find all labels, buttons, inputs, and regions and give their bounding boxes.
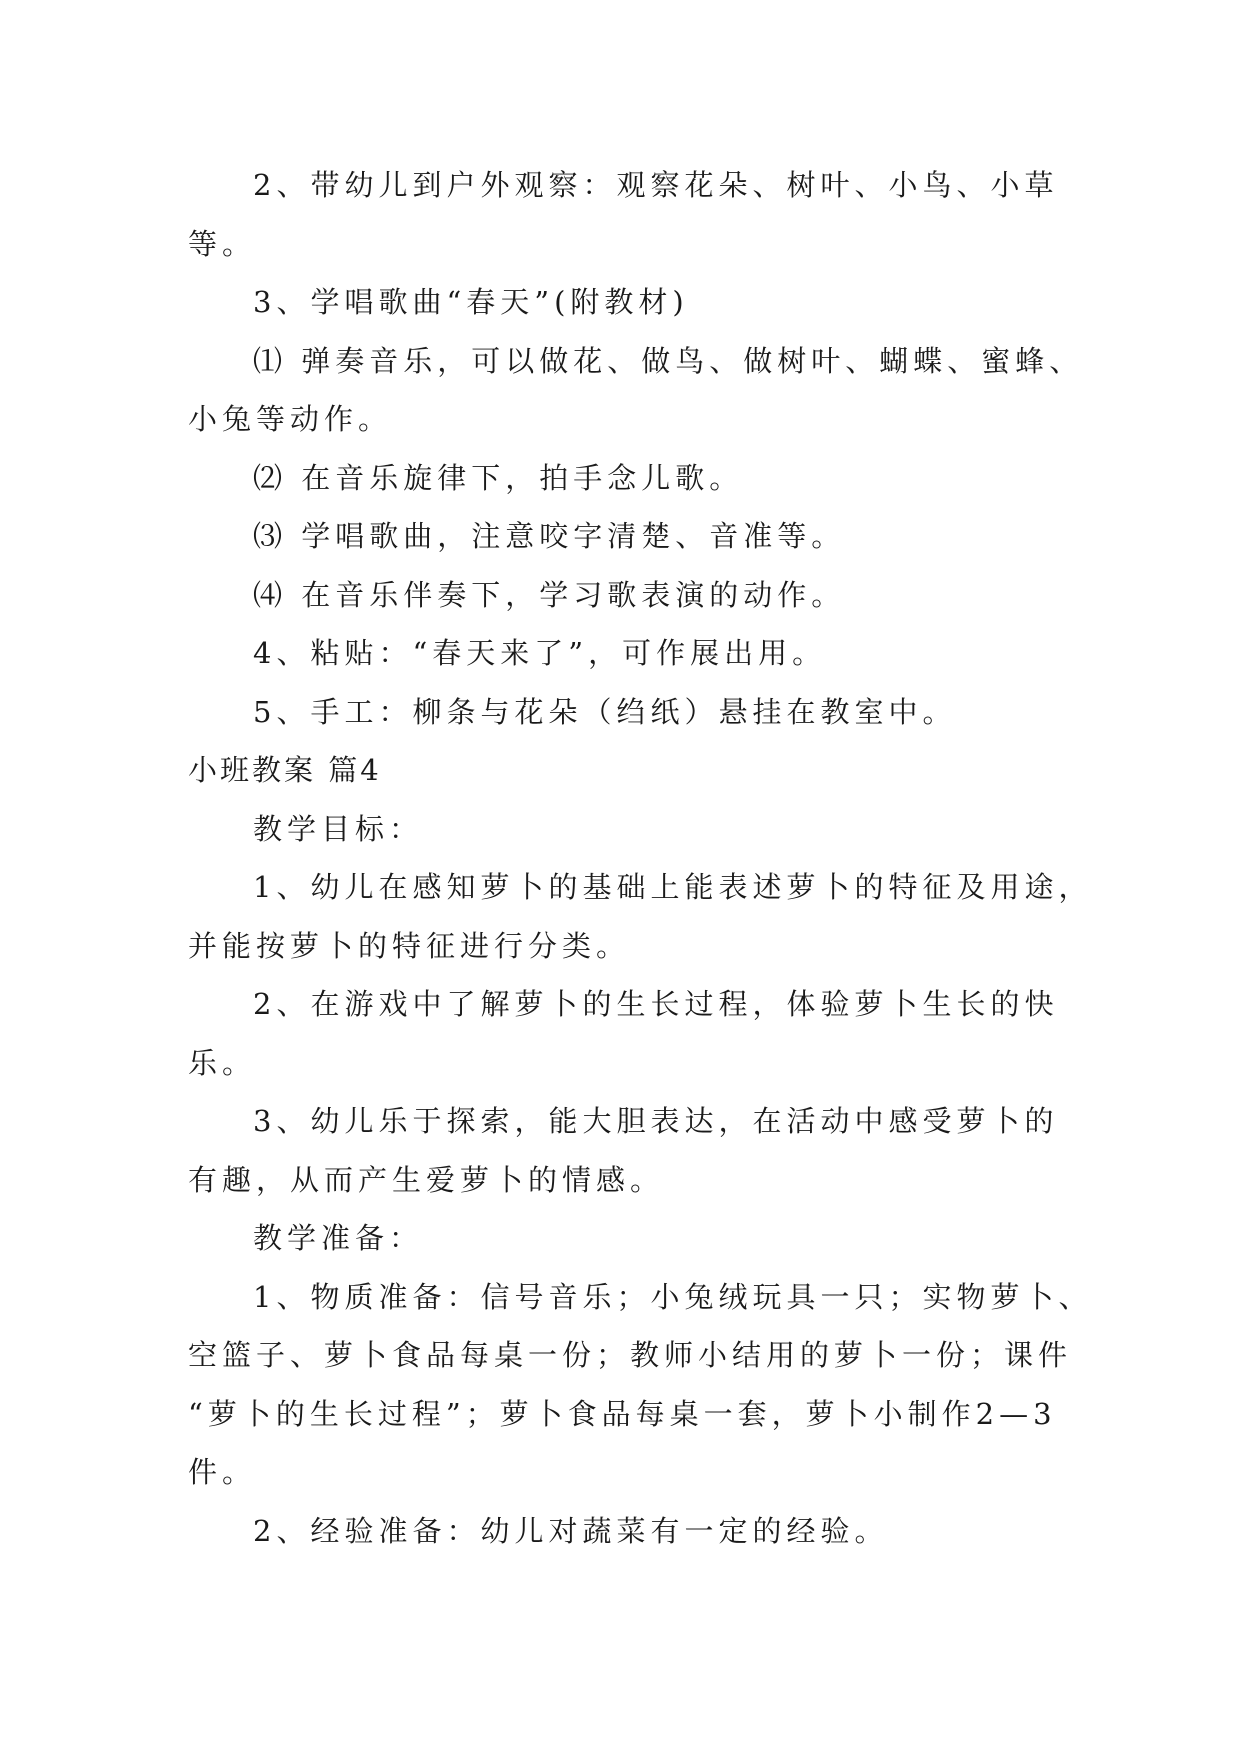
text-line: ⑴ 弹奏音乐，可以做花、做鸟、做树叶、蝴蝶、蜜蜂、 <box>253 343 1084 378</box>
text-line: 5、手工：柳条与花朵（绉纸）悬挂在教室中。 <box>253 694 957 729</box>
subsection-heading: 教学目标： <box>253 811 424 846</box>
text-line: 2、带幼儿到户外观察：观察花朵、树叶、小鸟、小草 <box>253 168 1059 202</box>
text-line: 乐。 <box>188 1045 257 1080</box>
text-line: ⑵ 在音乐旋律下，拍手念儿歌。 <box>253 460 744 495</box>
section-heading: 小班教案 篇4 <box>188 753 382 787</box>
text-line: 1、物质准备：信号音乐；小兔绒玩具一只；实物萝卜、 <box>253 1279 1093 1314</box>
text-line: 1、幼儿在感知萝卜的基础上能表述萝卜的特征及用途， <box>253 870 1093 904</box>
text-line: ⑷ 在音乐伴奏下，学习歌表演的动作。 <box>253 577 846 612</box>
subsection-heading: 教学准备： <box>253 1221 424 1255</box>
text-line: 4、粘贴：“春天来了”，可作展出用。 <box>253 636 827 670</box>
text-line: “萝卜的生长过程”；萝卜食品每桌一套，萝卜小制作2—3 <box>188 1396 1057 1431</box>
text-line: 空篮子、萝卜食品每桌一份；教师小结用的萝卜一份；课件 <box>188 1338 1073 1372</box>
text-line: 小兔等动作。 <box>188 402 393 436</box>
text-line: 3、幼儿乐于探索，能大胆表达，在活动中感受萝卜的 <box>253 1104 1059 1138</box>
text-line: ⑶ 学唱歌曲，注意咬字清楚、音准等。 <box>253 519 846 553</box>
text-line: 2、在游戏中了解萝卜的生长过程，体验萝卜生长的快 <box>253 987 1059 1021</box>
text-line: 并能按萝卜的特征进行分类。 <box>188 928 631 963</box>
text-line: 2、经验准备：幼儿对蔬菜有一定的经验。 <box>253 1513 889 1548</box>
text-line: 等。 <box>188 226 257 261</box>
text-line: 有趣，从而产生爱萝卜的情感。 <box>188 1162 665 1197</box>
document-body <box>188 156 1093 1560</box>
text-line: 件。 <box>188 1455 257 1489</box>
text-line: 3、学唱歌曲“春天”(附教材) <box>253 285 689 319</box>
